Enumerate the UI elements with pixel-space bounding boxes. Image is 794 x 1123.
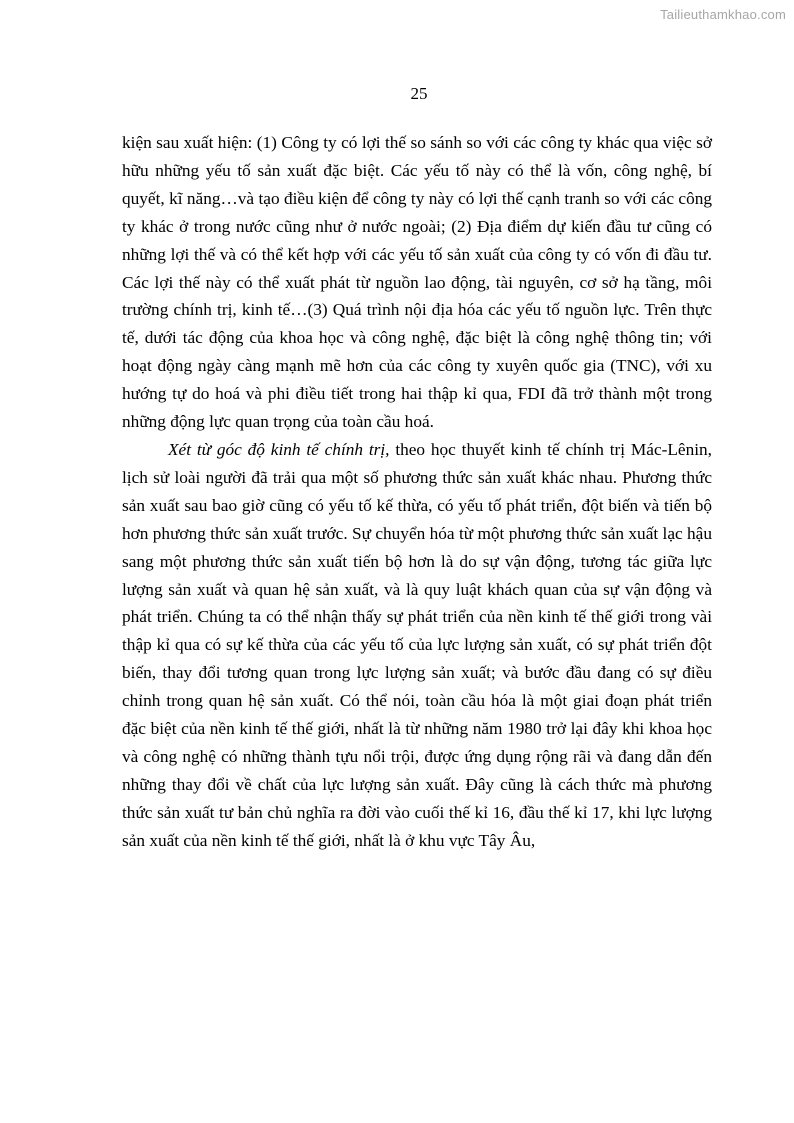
watermark-text: Tailieuthamkhao.com (660, 7, 786, 22)
document-body (122, 129, 712, 855)
paragraph-1: kiện sau xuất hiện: (1) Công ty có lợi thế so sánh so với các công ty khác qua việc sở hữu những yếu tố sản xuất đặc biệt. Các yếu tố này có thể là vốn, công nghệ, bí quyết, kĩ năng…và tạo điều kiện để công ty này có lợi thế cạnh tranh so với các công ty khác ở trong nước cũng như ở nước ngoài; (2) Địa điểm dự kiến đầu tư cũng có những lợi thế và có thể kết hợp với các yếu tố sản xuất của công ty có vốn đi đầu tư. Các lợi thế này có thể xuất phát từ nguồn lao động, tài nguyên, cơ sở hạ tầng, môi trường chính trị, kinh tế…(3) Quá trình nội địa hóa các yếu tố nguồn lực. Trên thực tế, dưới tác động của khoa học và công nghệ, đặc biệt là công nghệ thông tin; với hoạt động ngày càng mạnh mẽ hơn của các công ty xuyên quốc gia (TNC), với xu hướng tự do hoá và phi điều tiết trong hai thập kỉ qua, FDI đã trở thành một trong những động lực quan trọng của toàn cầu hoá. (122, 133, 712, 432)
paragraph-2 (122, 436, 712, 855)
page-number: 25 (410, 84, 428, 103)
paragraph-2-text: theo học thuyết kinh tế chính trị Mác-Lênin, lịch sử loài người đã trải qua một số phương thức sản xuất khác nhau. Phương thức sản xuất sau bao giờ cũng có yếu tố kế thừa, có yếu tố phát triển, đột biến và tiến bộ hơn phương thức sản xuất trước. Sự chuyển hóa từ một phương thức sản xuất lạc hậu sang một phương thức sản xuất tiến bộ hơn là do sự vận động, tương tác giữa lực lượng sản xuất và quan hệ sản xuất, và là quy luật khách quan của sự vận động và phát triển. Chúng ta có thể nhận thấy sự phát triển của nền kinh tế thế giới trong vài thập kỉ qua có sự kế thừa của các yếu tố của lực lượng sản xuất, có sự phát triển đột biến, thay đổi tương quan trong lực lượng sản xuất; và bước đầu đang có sự điều chỉnh trong quan hệ sản xuất. Có thể nói, toàn cầu hóa là một giai đoạn phát triển đặc biệt của nền kinh tế thế giới, nhất là từ những năm 1980 trở lại đây khi khoa học và công nghệ có những thành tựu nổi trội, được ứng dụng rộng rãi và đang dẫn đến những thay đổi về chất của lực lượng sản xuất. Đây cũng là cách thức mà phương thức sản xuất tư bản chủ nghĩa ra đời vào cuối thế kỉ 16, đầu thế kỉ 17, khi lực lượng sản xuất của nền kinh tế thế giới, nhất là ở khu vực Tây Âu, (122, 439, 712, 850)
paragraph-2-italic-lead: Xét từ góc độ kinh tế chính trị, (168, 439, 390, 459)
